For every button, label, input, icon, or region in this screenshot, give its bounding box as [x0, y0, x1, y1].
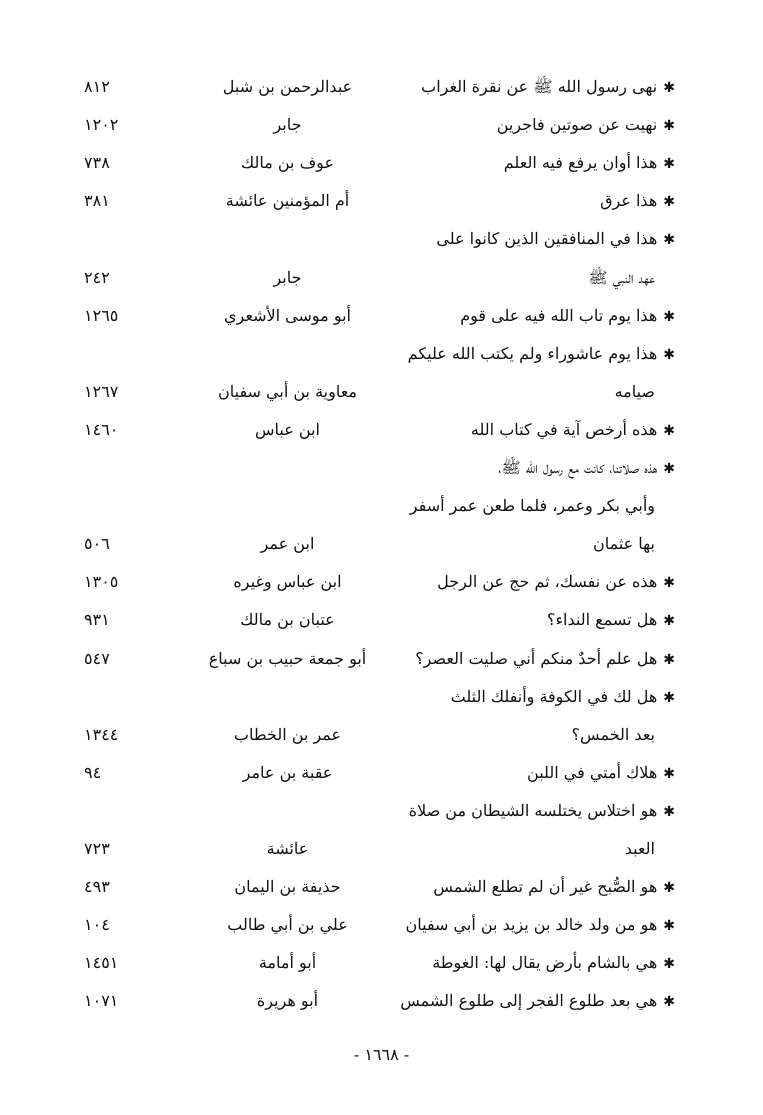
hadith-number: ١٠٤	[84, 915, 110, 935]
hadith-text-label: نهى رسول الله ﷺ عن نقرة الغراب	[421, 77, 658, 96]
hadith-number: ٤٩٣	[84, 877, 110, 897]
hadith-number: ١٢٦٧	[84, 381, 119, 401]
hadith-number: ٩٣١	[84, 610, 110, 630]
asterisk-icon: ✱	[663, 880, 675, 897]
hadith-number: ٥٤٧	[84, 648, 110, 668]
hadith-number: ١٤٥١	[84, 953, 119, 973]
index-entry	[0, 263, 763, 293]
hadith-text-label: بها عثمان	[592, 534, 655, 554]
hadith-text-label: هو اختلاس يختلسه الشيطان من صلاة	[408, 800, 658, 820]
hadith-text-label: العبد	[624, 839, 655, 858]
index-entry	[0, 491, 763, 521]
hadith-text-label: هو من ولد خالد بن يزيد بن أبي سفيان	[405, 915, 658, 935]
index-entry	[0, 796, 763, 826]
narrator: عقبة بن عامر	[242, 762, 333, 782]
hadith-text	[572, 720, 655, 750]
asterisk-icon: ✱	[663, 956, 675, 973]
asterisk-icon: ✱	[663, 80, 675, 96]
hadith-text	[588, 263, 655, 293]
narrator: ابن عمر	[260, 534, 315, 554]
hadith-number: ١٠٧١	[84, 991, 119, 1011]
hadith-text	[409, 796, 675, 827]
hadith-text-label: هذا أوان يرفع فيه العلم	[503, 153, 658, 173]
asterisk-icon: ✱	[663, 689, 675, 706]
narrator: عمر بن الخطاب	[233, 724, 342, 744]
hadith-text-label: نهيت عن صوتين فاجرين	[496, 115, 658, 135]
index-entry	[0, 605, 763, 635]
index-entry	[0, 72, 763, 102]
hadith-text-label: هل علم أحدٌ منكم أني صليت العصر؟	[415, 648, 658, 668]
hadith-text-label: هي بعد طلوع الفجر إلى طلوع الشمس	[400, 991, 658, 1011]
hadith-text-label: هل تسمع النداء؟	[547, 610, 658, 630]
hadith-number: ١٢٠٢	[84, 115, 119, 135]
hadith-number: ١٢٦٥	[84, 305, 119, 325]
hadith-text	[497, 110, 675, 141]
index-entry	[0, 529, 763, 559]
hadith-text-label: صيامه	[614, 381, 655, 401]
asterisk-icon: ✱	[663, 194, 675, 211]
hadith-text	[593, 529, 655, 559]
index-entry	[0, 110, 763, 140]
asterisk-icon: ✱	[663, 765, 675, 782]
hadith-text-label: عهد النبي ﷺ	[588, 267, 655, 287]
hadith-text	[421, 72, 675, 103]
hadith-number: ٨١٢	[84, 77, 110, 96]
hadith-text	[471, 415, 675, 446]
hadith-number: ٢٤٢	[84, 267, 110, 287]
narrator: عوف بن مالك	[240, 153, 334, 173]
hadith-text	[436, 224, 675, 255]
hadith-number: ١٤٦٠	[84, 419, 119, 439]
hadith-number: ٩٤	[84, 762, 102, 782]
hadith-number: ١٣٠٥	[84, 572, 119, 592]
index-entry	[0, 415, 763, 445]
index-entry	[0, 301, 763, 331]
hadith-text-label: هلاك أمتي في اللبن	[527, 762, 658, 782]
asterisk-icon: ✱	[663, 803, 675, 820]
hadith-text-label: وأبي بكر وعمر، فلما طعن عمر أسفر	[409, 496, 655, 516]
hadith-text	[498, 453, 675, 484]
hadith-text	[410, 491, 655, 521]
hadith-text-label: هذا يوم تاب الله فيه على قوم	[460, 305, 658, 325]
narrator: جابر	[273, 115, 302, 135]
narrator: ابن عباس وغيره	[233, 572, 342, 592]
hadith-text-label: هذه عن نفسك، ثم حج عن الرجل	[437, 572, 658, 592]
index-entry	[0, 186, 763, 216]
hadith-text	[504, 148, 675, 179]
narrator: أبو موسى الأشعري	[224, 305, 351, 325]
asterisk-icon: ✱	[663, 613, 675, 630]
asterisk-icon: ✱	[663, 422, 675, 439]
asterisk-icon: ✱	[663, 346, 675, 363]
index-entry	[0, 377, 763, 407]
narrator: أبو أمامة	[258, 953, 317, 973]
asterisk-icon: ✱	[663, 308, 675, 325]
hadith-text	[432, 948, 675, 979]
index-entry	[0, 453, 763, 483]
narrator: أبو جمعة حبيب بن سباع	[208, 648, 367, 668]
asterisk-icon: ✱	[663, 575, 675, 592]
index-entry	[0, 644, 763, 674]
hadith-number: ١٣٤٤	[84, 724, 119, 744]
index-entry	[0, 339, 763, 369]
hadith-number: ٧٣٨	[84, 153, 110, 173]
hadith-text	[547, 605, 675, 636]
index-entry	[0, 682, 763, 712]
index-entry	[0, 224, 763, 254]
hadith-text	[615, 377, 655, 407]
index-entry	[0, 910, 763, 940]
asterisk-icon: ✱	[663, 232, 675, 249]
narrator: ابن عباس	[255, 419, 320, 439]
hadith-number: ٧٢٣	[84, 839, 110, 858]
narrator: جابر	[273, 267, 302, 287]
index-entry	[0, 720, 763, 750]
hadith-text	[400, 986, 675, 1017]
hadith-text-label: هي بالشام بأرض يقال لها: الغوطة	[432, 953, 658, 973]
hadith-text	[625, 834, 655, 864]
narrator: عبدالرحمن بن شبل	[222, 77, 353, 96]
index-entry	[0, 948, 763, 978]
asterisk-icon: ✱	[663, 994, 675, 1011]
index-entry	[0, 567, 763, 597]
asterisk-icon: ✱	[663, 118, 675, 135]
hadith-text-label: بعد الخمس؟	[571, 724, 655, 744]
index-entry	[0, 834, 763, 864]
asterisk-icon: ✱	[663, 156, 675, 173]
narrator: عتبان بن مالك	[240, 610, 335, 630]
narrator: علي بن أبي طالب	[227, 915, 348, 935]
hadith-text-label: هل لك في الكوفة وأنفلك الثلث	[450, 686, 658, 706]
hadith-text	[527, 758, 675, 789]
narrator: عائشة	[266, 839, 309, 858]
hadith-text	[460, 301, 675, 332]
asterisk-icon: ✱	[663, 461, 675, 477]
hadith-number: ٥٠٦	[84, 534, 110, 554]
index-entry	[0, 986, 763, 1016]
hadith-text-label: هذا عرق	[600, 191, 658, 211]
hadith-text	[437, 567, 675, 598]
hadith-number: ٣٨١	[84, 191, 110, 211]
narrator: أبو هريرة	[256, 991, 319, 1011]
index-entry	[0, 872, 763, 902]
hadith-text	[433, 872, 675, 903]
hadith-text-label: هو الصُّبح غير أن لم تطلع الشمس	[433, 877, 658, 897]
hadith-text-label: هذه أرخص آية في كتاب الله	[470, 419, 658, 439]
hadith-text	[408, 339, 675, 370]
narrator: معاوية بن أبي سفيان	[218, 381, 357, 401]
hadith-text	[600, 186, 675, 217]
page-number: - ١٦٦٨ -	[353, 1045, 410, 1064]
narrator: أم المؤمنين عائشة	[225, 191, 350, 211]
hadith-text-label: هذا في المنافقين الذين كانوا على	[436, 229, 658, 249]
index-entry	[0, 148, 763, 178]
hadith-text	[451, 682, 675, 713]
narrator: حذيفة بن اليمان	[234, 877, 341, 897]
hadith-text	[415, 644, 675, 675]
asterisk-icon: ✱	[663, 918, 675, 935]
hadith-text	[406, 910, 676, 941]
index-entry	[0, 758, 763, 788]
asterisk-icon: ✱	[663, 651, 675, 668]
hadith-text-label: هذا يوم عاشوراء ولم يكتب الله عليكم	[407, 343, 658, 363]
hadith-text-label: هذه صلاتنا، كانت مع رسول الله ﷺ،	[498, 458, 658, 477]
